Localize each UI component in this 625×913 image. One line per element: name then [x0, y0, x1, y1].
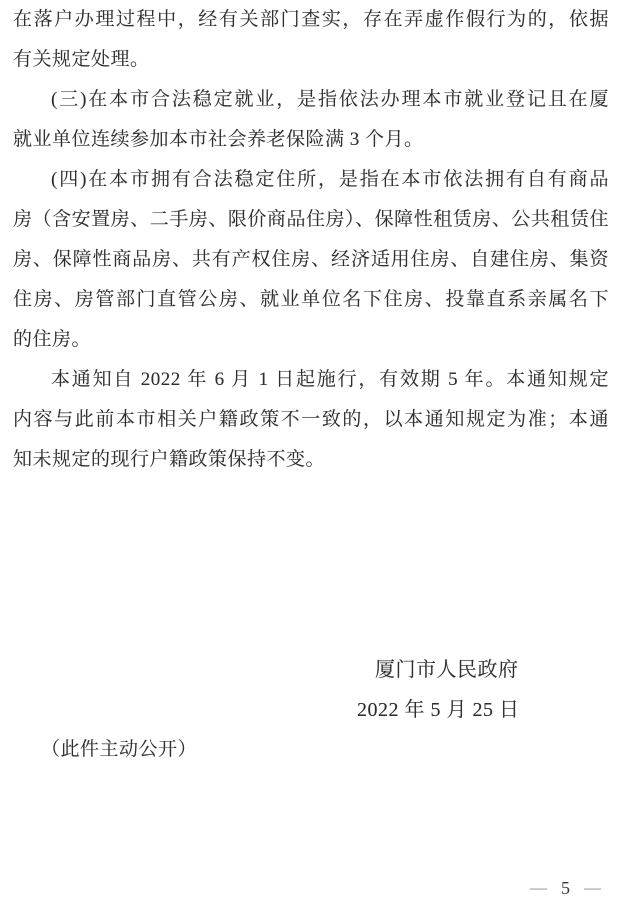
page-number: 5: [561, 878, 570, 898]
text-line: 内容与此前本市相关户籍政策不一致的，以本通知规定为准；本通: [13, 409, 609, 430]
text-line: 房、保障性商品房、共有产权住房、经济适用住房、自建住房、集资: [13, 249, 609, 270]
footer-dash-left: —: [530, 878, 547, 897]
text-line: 在落户办理过程中，经有关部门查实，存在弄虚作假行为的，依据: [13, 9, 609, 30]
text-line: 本通知自 2022 年 6 月 1 日起施行，有效期 5 年。本通知规定: [51, 369, 609, 390]
page-footer: [530, 876, 601, 900]
signature-issuer: 厦门市人民政府: [375, 659, 519, 681]
text-line: 知未规定的现行户籍政策保持不变。: [13, 449, 326, 470]
document-body: [13, 0, 609, 480]
disclosure-note: （此件主动公开）: [41, 739, 198, 760]
footer-dash-right: —: [584, 878, 601, 897]
text-line: 有关规定处理。: [13, 49, 150, 70]
text-line: 的住房。: [13, 329, 92, 350]
text-line: (四)在本市拥有合法稳定住所，是指在本市依法拥有自有商品: [51, 169, 609, 190]
text-line: 住房、房管部门直管公房、就业单位名下住房、投靠直系亲属名下: [13, 289, 609, 310]
text-line: 就业单位连续参加本市社会养老保险满 3 个月。: [13, 129, 424, 150]
signature-date: 2022 年 5 月 25 日: [357, 699, 520, 721]
text-line: 房（含安置房、二手房、限价商品住房）、保障性租赁房、公共租赁住: [13, 209, 609, 230]
text-line: (三)在本市合法稳定就业，是指依法办理本市就业登记且在厦: [51, 89, 609, 110]
